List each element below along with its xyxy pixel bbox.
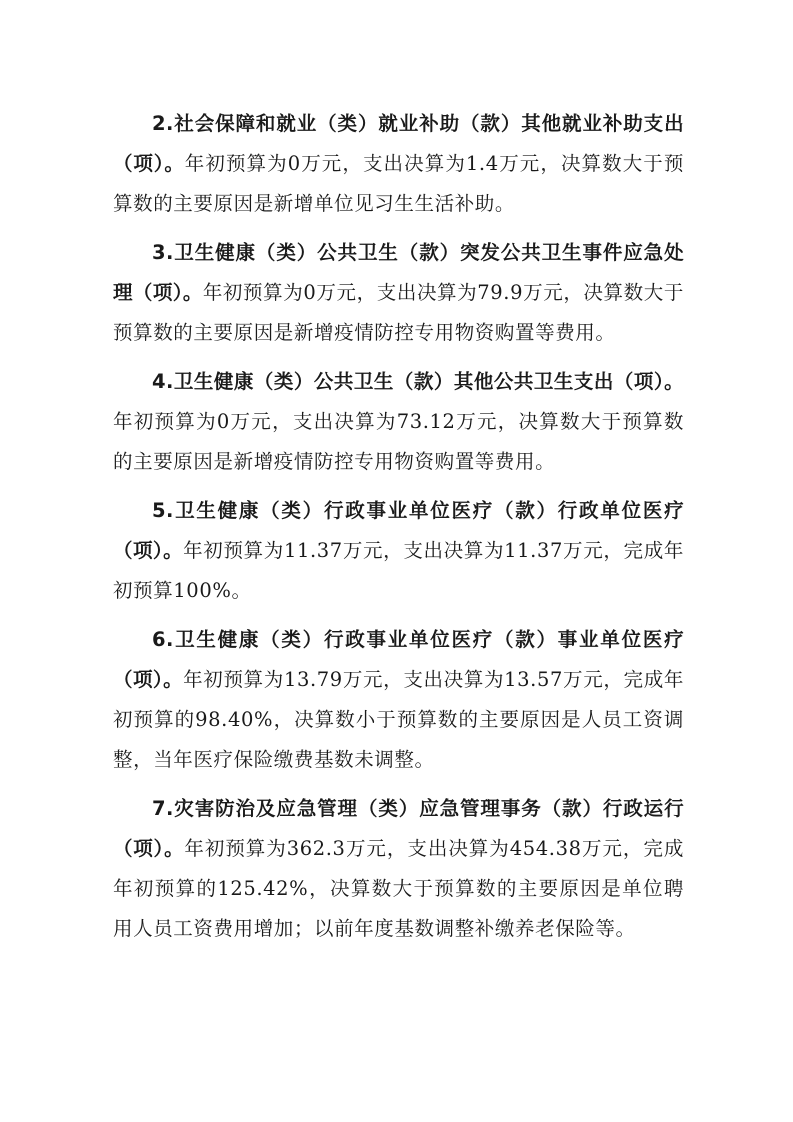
- paragraph-heading: 4.卫生健康（类）公共卫生（款）其他公共卫生支出（项）。: [152, 370, 684, 393]
- paragraph-item-6: [113, 620, 684, 780]
- paragraph-heading: 5.卫生健康（类）行政事业单位医疗（款）行政单位医疗（项）。: [113, 499, 684, 562]
- paragraph-item-5: [113, 491, 684, 611]
- paragraph-item-4: [113, 362, 684, 482]
- document-body: [113, 104, 684, 958]
- paragraph-text: 年初预算为0万元，支出决算为73.12万元，决算数大于预算数的主要原因是新增疫情防控专用物资购置等费用。: [113, 410, 684, 473]
- paragraph-text: 年初预算为0万元，支出决算为1.4万元，决算数大于预算数的主要原因是新增单位见习生生活补助。: [113, 152, 684, 215]
- paragraph-heading: 7.灾害防治及应急管理（类）应急管理事务（款）行政运行（项）。: [113, 797, 684, 860]
- paragraph-item-2: [113, 104, 684, 224]
- paragraph-item-7: [113, 789, 684, 949]
- paragraph-text: 年初预算为0万元，支出决算为79.9万元，决算数大于预算数的主要原因是新增疫情防控专用物资购置等费用。: [113, 281, 684, 344]
- paragraph-heading: 2.社会保障和就业（类）就业补助（款）其他就业补助支出（项）。: [113, 112, 684, 175]
- paragraph-text: 年初预算为13.79万元，支出决算为13.57万元，完成年初预算的98.40%，决算数小于预算数的主要原因是人员工资调整，当年医疗保险缴费基数未调整。: [113, 668, 684, 771]
- paragraph-heading: 6.卫生健康（类）行政事业单位医疗（款）事业单位医疗（项）。: [113, 628, 684, 691]
- paragraph-item-3: [113, 233, 684, 353]
- paragraph-heading: 3.卫生健康（类）公共卫生（款）突发公共卫生事件应急处理（项）。: [113, 241, 684, 304]
- paragraph-text: 年初预算为11.37万元，支出决算为11.37万元，完成年初预算100%。: [113, 539, 684, 602]
- paragraph-text: 年初预算为362.3万元，支出决算为454.38万元，完成年初预算的125.42%，决算数大于预算数的主要原因是单位聘用人员工资费用增加；以前年度基数调整补缴养老保险等。: [113, 837, 684, 940]
